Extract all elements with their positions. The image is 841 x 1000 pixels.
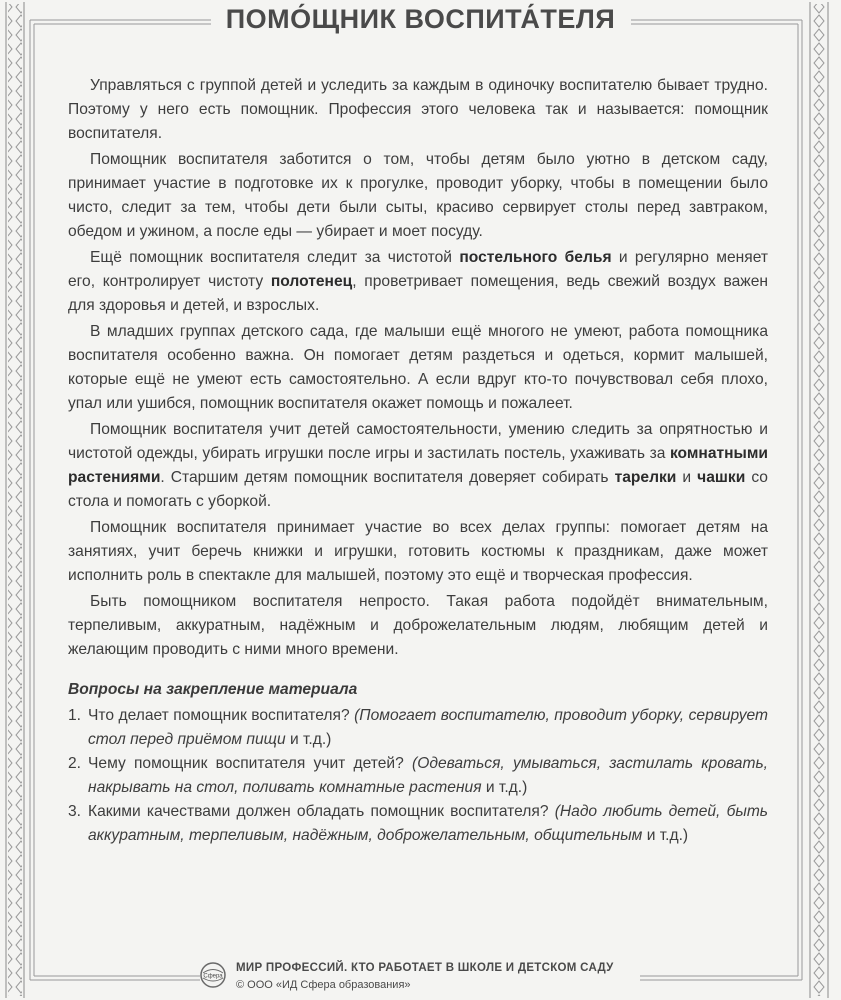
copyright: © ООО «ИД Сфера образования» — [236, 979, 411, 991]
svg-text:Сфера: Сфера — [203, 973, 223, 980]
question-item: 3. Какими качествами должен обладать помощник воспитателя? (Надо любить детей, быть аккуратным, терпеливым, надёжным, доброжелательным, общительным и т.д.) — [68, 803, 769, 844]
questions-heading: Вопросы на закрепление материала — [68, 681, 358, 698]
page-title: ПОМО́ЩНИК ВОСПИТА́ТЕЛЯ — [211, 4, 631, 35]
questions-list — [68, 704, 768, 848]
paragraph-7: Быть помощником воспитателя непросто. Такая работа подойдёт внимательным, терпеливым, аккуратным, надёжным и доброжелательным людям, любящим детей и желающим проводить с ними много времени. — [68, 593, 768, 658]
term-house-plants: комнатными растениями — [68, 445, 768, 486]
paragraph-4: В младших группах детского сада, где малыши ещё многого не умеют, работа помощника воспитателя особенно важна. Он помогает детям раздеться и одеться, кормит малышей, которые ещё не умеют есть самостоятельно. А если вдруг кто-то почувствовал себя плохо, упал или ушибся, помощник воспитателя окажет помощь и пожалеет. — [68, 323, 768, 412]
article-body — [68, 74, 768, 848]
term-plates: тарелки — [614, 469, 677, 486]
footer — [200, 960, 640, 996]
paragraph-2: Помощник воспитателя заботится о том, чтобы детям было уютно в детском саду, принимает участие в подготовке их к прогулке, проводит уборку, чтобы в помещении было чисто, следит за тем, чтобы дети были сыты, красиво сервирует столы перед завтраком, обедом и ужином, а после еды — убирает и моет посуду. — [68, 151, 768, 240]
paragraph-6: Помощник воспитателя принимает участие во всех делах группы: помогает детям на занятиях, учит беречь книжки и игрушки, готовить костюмы к праздникам, даже может исполнить роль в спектакле для малышей, поэтому это ещё и творческая профессия. — [68, 519, 768, 584]
paragraph-5: Помощник воспитателя учит детей самостоятельности, умению следить за опрятностью и чистотой одежды, убирать игрушки после игры и застилать постель, ухаживать за комнатными растениями. Старшим детям помощник воспитателя доверяет собирать тарелки и чашки со стола и помогать с уборкой. — [68, 421, 768, 510]
paragraph-3: Ещё помощник воспитателя следит за чистотой постельного белья и регулярно меняет его, контролирует чистоту полотенец, проветривает помещения, ведь свежий воздух важен для здоровья и детей, и взрослых. — [68, 249, 768, 314]
question-item: 1. Что делает помощник воспитателя? (Помогает воспитателю, проводит уборку, сервирует стол перед приёмом пищи и т.д.) — [68, 707, 768, 748]
question-item: 2. Чему помощник воспитателя учит детей? (Одеваться, умываться, застилать кровать, накрывать на стол, поливать комнатные растения и т.д.) — [68, 755, 769, 796]
series-title: МИР ПРОФЕССИЙ. КТО РАБОТАЕТ В ШКОЛЕ И ДЕТСКОМ САДУ — [236, 962, 614, 974]
term-towels: полотенец — [270, 273, 353, 290]
publisher-logo-icon — [200, 962, 226, 988]
term-cups: чашки — [697, 469, 746, 486]
term-bed-linen: постельного белья — [459, 249, 612, 266]
paragraph-1: Управляться с группой детей и уследить за каждым в одиночку воспитателю бывает трудно. Поэтому у него есть помощник. Профессия этого человека так и называется: помощник воспитателя. — [68, 77, 768, 142]
